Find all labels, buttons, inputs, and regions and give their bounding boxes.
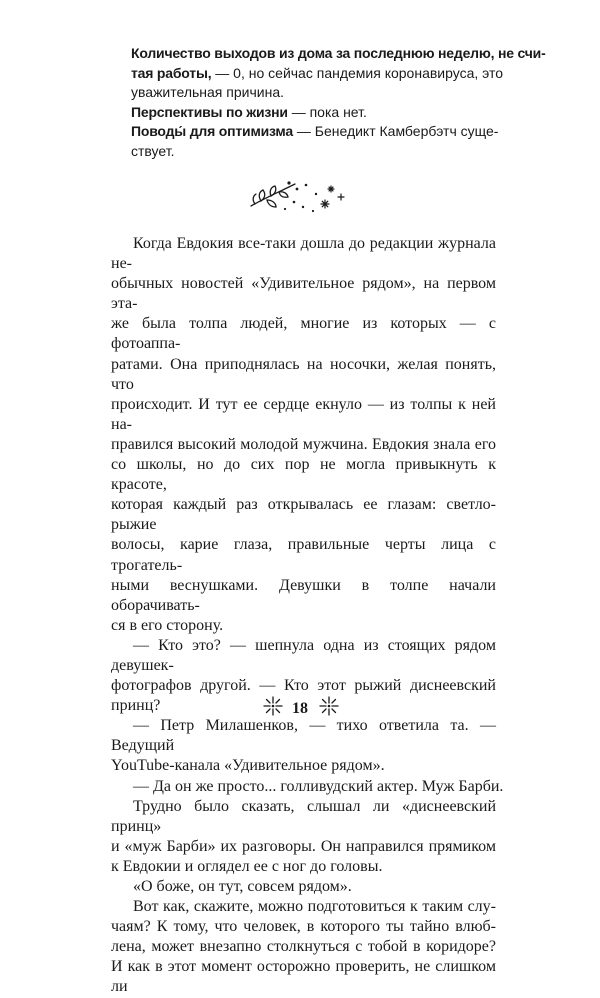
text-line: фотографов другой. — Кто этот рыжий диснеевский принц? [111,677,496,715]
stat-optimism [131,122,499,161]
text-line: И как в этот момент осторожно проверить, не слишком ли [111,958,496,996]
text-line: — Петр Милашенков, — тихо ответила та. — Ведущий [111,717,496,755]
star-ornament-left-icon [262,695,284,717]
text-line: Вот как, скажите, можно подготовиться к таким слу- [133,898,496,916]
text-line: правился высокий молодой мужчина. Евдокия знала его [111,435,496,453]
stat-exits-value-cont: уважительная причина. [131,84,284,100]
text-line: ратами. Она приподнялась на носочки, желая понять, что [111,355,496,393]
text-line: и «муж Барби» их разговоры. Он направился прямиком [111,837,496,855]
stat-optimism-label: Поводы́ для оптимизма [131,123,293,139]
floral-divider-icon [245,176,355,216]
text-line: чаям? К тому, что человек, в которого ты тайно влюб- [111,918,496,936]
text-line: обычных новостей «Удивительное рядом», на первом эта- [111,275,496,313]
text-line: происходит. И тут ее сердце екнуло — из толпы к ней на- [111,395,496,433]
stat-exits-label-cont: тая работы, [131,64,212,81]
stat-optimism-value: — Бенедикт Камбербэтч суще- [292,123,499,139]
text-line: лена, может внезапно столкнуться с тобой в коридоре? [111,938,496,956]
stat-exits [131,44,546,103]
text-line: со школы, но до сих пор не могла привыкнуть к красоте, [111,456,496,494]
stat-prospects-label: Перспективы по жизни [131,103,288,120]
text-line: Трудно было сказать, слышал ли «диснеевский принц» [111,797,496,835]
text-line: ся в его сторону. [111,616,224,634]
stat-prospects-value: — пока нет. [287,103,367,120]
text-line: волосы, карие глаза, правильные черты лица с трогатель- [111,536,496,574]
text-line: же была толпа людей, многие из которых — с фотоаппа- [111,315,496,353]
star-ornament-right-icon [318,695,340,717]
stat-exits-label: Количество выходов из дома за последнюю неделю, не счи- [131,45,546,61]
stat-exits-value: — 0, но сейчас пандемия коронавируса, это [211,64,504,81]
text-line: YouTube-канала «Удивительное рядом». [111,757,385,775]
text-line: Когда Евдокия все-таки дошла до редакции журнала не- [111,235,496,273]
text-line: «О боже, он тут, совсем рядом». [133,878,352,895]
stat-prospects [131,103,489,123]
story-text [111,234,504,998]
text-line: — Кто это? — шепнула одна из стоящих рядом девушек- [111,636,496,674]
text-line: ными веснушками. Девушки в толпе начали оборачивать- [111,576,496,614]
text-line: к Евдокии и оглядел ее с ног до головы. [111,857,383,875]
text-line: которая каждый раз открывалась ее глазам: светло-рыжие [111,496,496,534]
page-footer [0,695,600,723]
character-stats [131,44,546,161]
page-number: 18 [292,700,308,717]
text-line: — Да он же просто... голливудский актер. Муж Барби. [133,777,504,795]
stat-optimism-value-cont: ствует. [131,142,175,159]
